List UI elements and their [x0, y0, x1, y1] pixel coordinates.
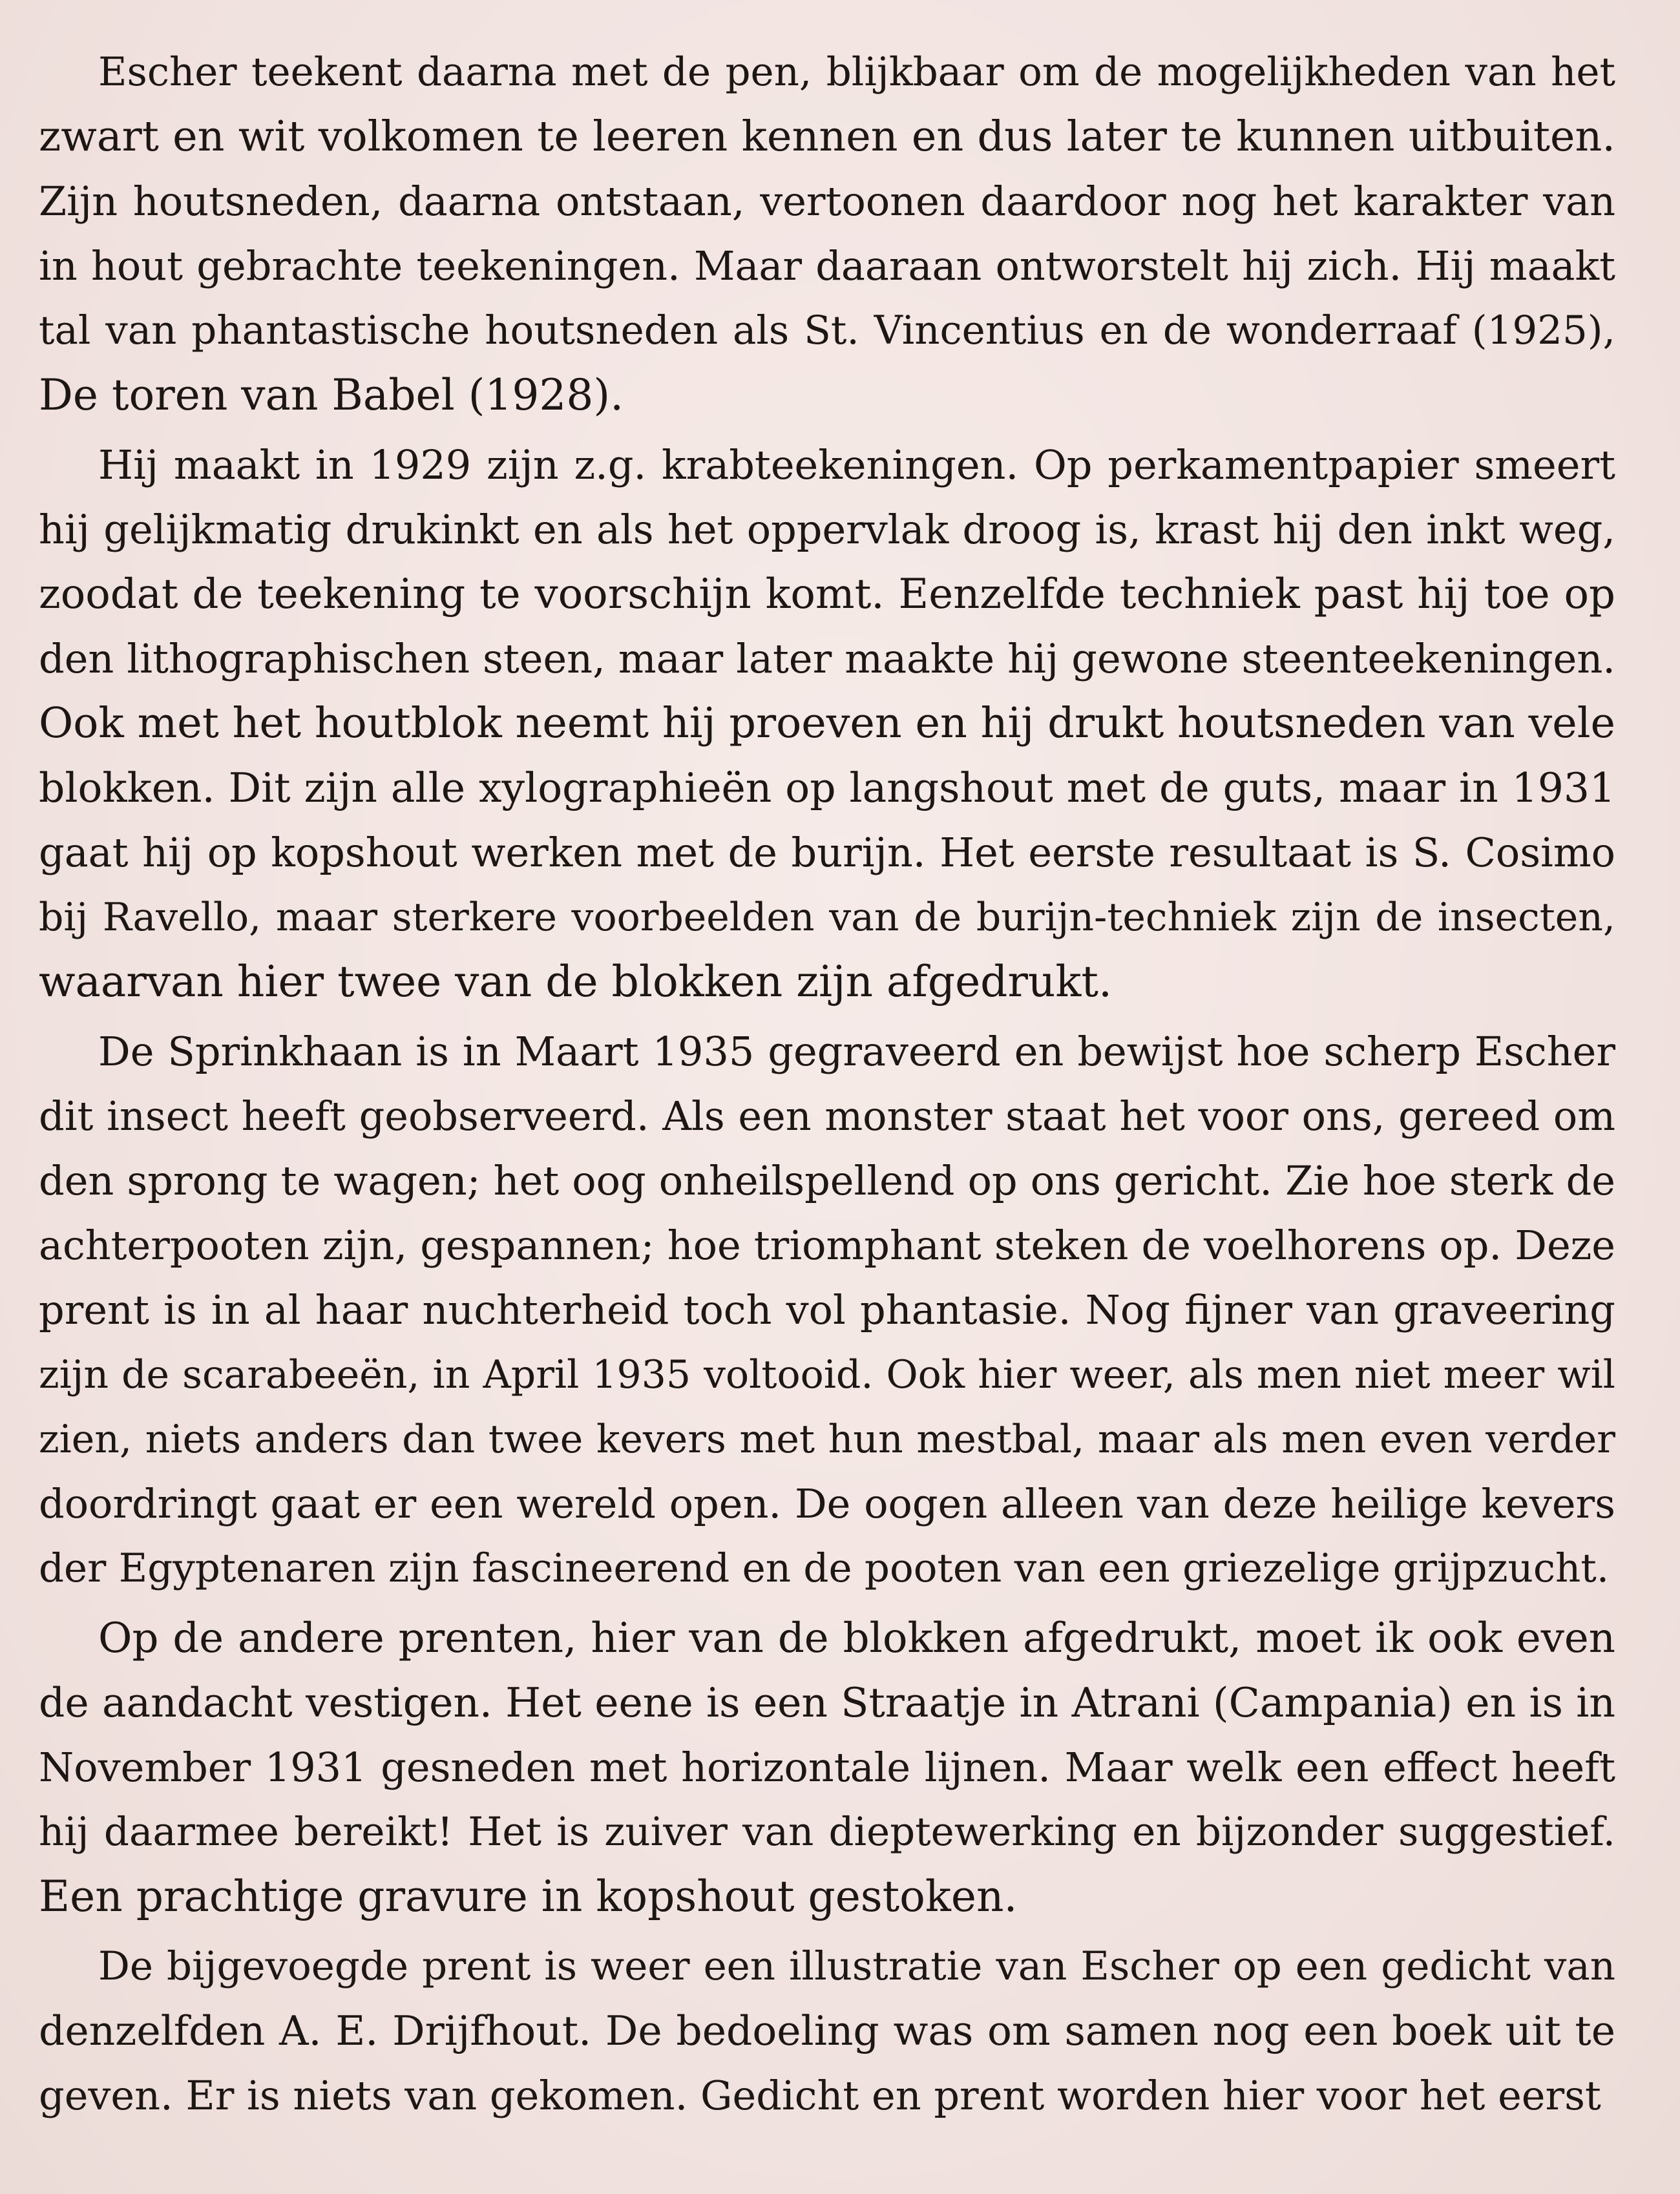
text-line: De bijgevoegde prent is weer een illustratie van Escher op een gedicht van — [98, 1943, 1615, 1989]
text-line: Ook met het houtblok neemt hij proeven en hij drukt houtsneden van vele — [39, 699, 1615, 747]
text-line: den sprong te wagen; het oog onheilspellend op ons gericht. Zie hoe sterk de — [39, 1157, 1615, 1204]
text-line: zwart en wit volkomen te leeren kennen en dus later te kunnen uitbuiten. — [39, 112, 1615, 161]
text-line: Escher teekent daarna met de pen, blijkbaar om de mogelijkheden van het — [98, 49, 1615, 95]
paragraph-2 — [39, 433, 1615, 1014]
text-line: Zijn houtsneden, daarna ontstaan, vertoonen daardoor nog het karakter van — [39, 178, 1615, 225]
text-line: De Sprinkhaan is in Maart 1935 gegraveerd en bewijst hoe scherp Escher — [98, 1028, 1615, 1075]
text-line: gaat hij op kopshout werken met de burijn. Het eerste resultaat is S. Cosimo — [39, 829, 1615, 876]
text-line: denzelfden A. E. Drijfhout. De bedoeling was om samen nog een boek uit te — [39, 2007, 1615, 2054]
text-line: den lithographischen steen, maar later maakte hij gewone steenteekeningen. — [39, 635, 1615, 682]
text-line: dit insect heeft geobserveerd. Als een monster staat het voor ons, gereed om — [39, 1092, 1615, 1140]
paragraph-4 — [39, 1606, 1615, 1929]
text-line: zoodat de teekening te voorschijn komt. Eenzelfde techniek past hij toe op — [39, 570, 1615, 618]
text-line: zien, niets anders dan twee kevers met hun mestbal, maar als men even verder — [39, 1417, 1615, 1462]
text-line: Hij maakt in 1929 zijn z.g. krabteekeningen. Op perkamentpapier smeert — [98, 441, 1615, 488]
text-line: prent is in al haar nuchterheid toch vol phantasie. Nog fijner van graveering — [39, 1286, 1615, 1333]
paragraph-5 — [39, 1934, 1615, 2128]
text-line: in hout gebrachte teekeningen. Maar daaraan ontworstelt hij zich. Hij maakt — [39, 242, 1615, 289]
text-line: geven. Er is niets van gekomen. Gedicht en prent worden hier voor het eerst — [39, 2072, 1601, 2119]
text-line: der Egyptenaren zijn fascineerend en de pooten van een griezelige grijpzucht. — [39, 1545, 1610, 1591]
text-line: hij daarmee bereikt! Het is zuiver van dieptewerking en bijzonder suggestief. — [39, 1809, 1615, 1855]
text-line: zijn de scarabeeën, in April 1935 voltooid. Ook hier weer, als men niet meer wil — [39, 1352, 1615, 1397]
book-page — [39, 40, 1615, 2128]
text-line: waarvan hier twee van de blokken zijn afgedrukt. — [39, 957, 1112, 1007]
text-line: Een prachtige gravure in kopshout gestoken. — [39, 1872, 1018, 1921]
text-line: tal van phantastische houtsneden als St. Vincentius en de wonderraaf (1925), — [39, 308, 1615, 353]
text-line: bij Ravello, maar sterkere voorbeelden van de burijn-techniek zijn de insecten, — [39, 895, 1615, 940]
text-line: De toren van Babel (1928). — [39, 370, 624, 420]
paragraph-3 — [39, 1019, 1615, 1601]
paragraph-1 — [39, 40, 1615, 428]
text-line: doordringt gaat er een wereld open. De oogen alleen van deze heilige kevers — [39, 1480, 1615, 1527]
text-line: November 1931 gesneden met horizontale lijnen. Maar welk een effect heeft — [39, 1744, 1615, 1791]
text-line: blokken. Dit zijn alle xylographieën op langshout met de guts, maar in 1931 — [39, 764, 1615, 811]
text-line: de aandacht vestigen. Het eene is een Straatje in Atrani (Campania) en is in — [39, 1679, 1615, 1726]
text-line: hij gelijkmatig drukinkt en als het oppervlak droog is, krast hij den inkt weg, — [39, 506, 1615, 553]
text-line: Op de andere prenten, hier van de blokken afgedrukt, moet ik ook even — [98, 1614, 1615, 1662]
text-line: achterpooten zijn, gespannen; hoe triomphant steken de voelhorens op. Deze — [39, 1222, 1615, 1269]
